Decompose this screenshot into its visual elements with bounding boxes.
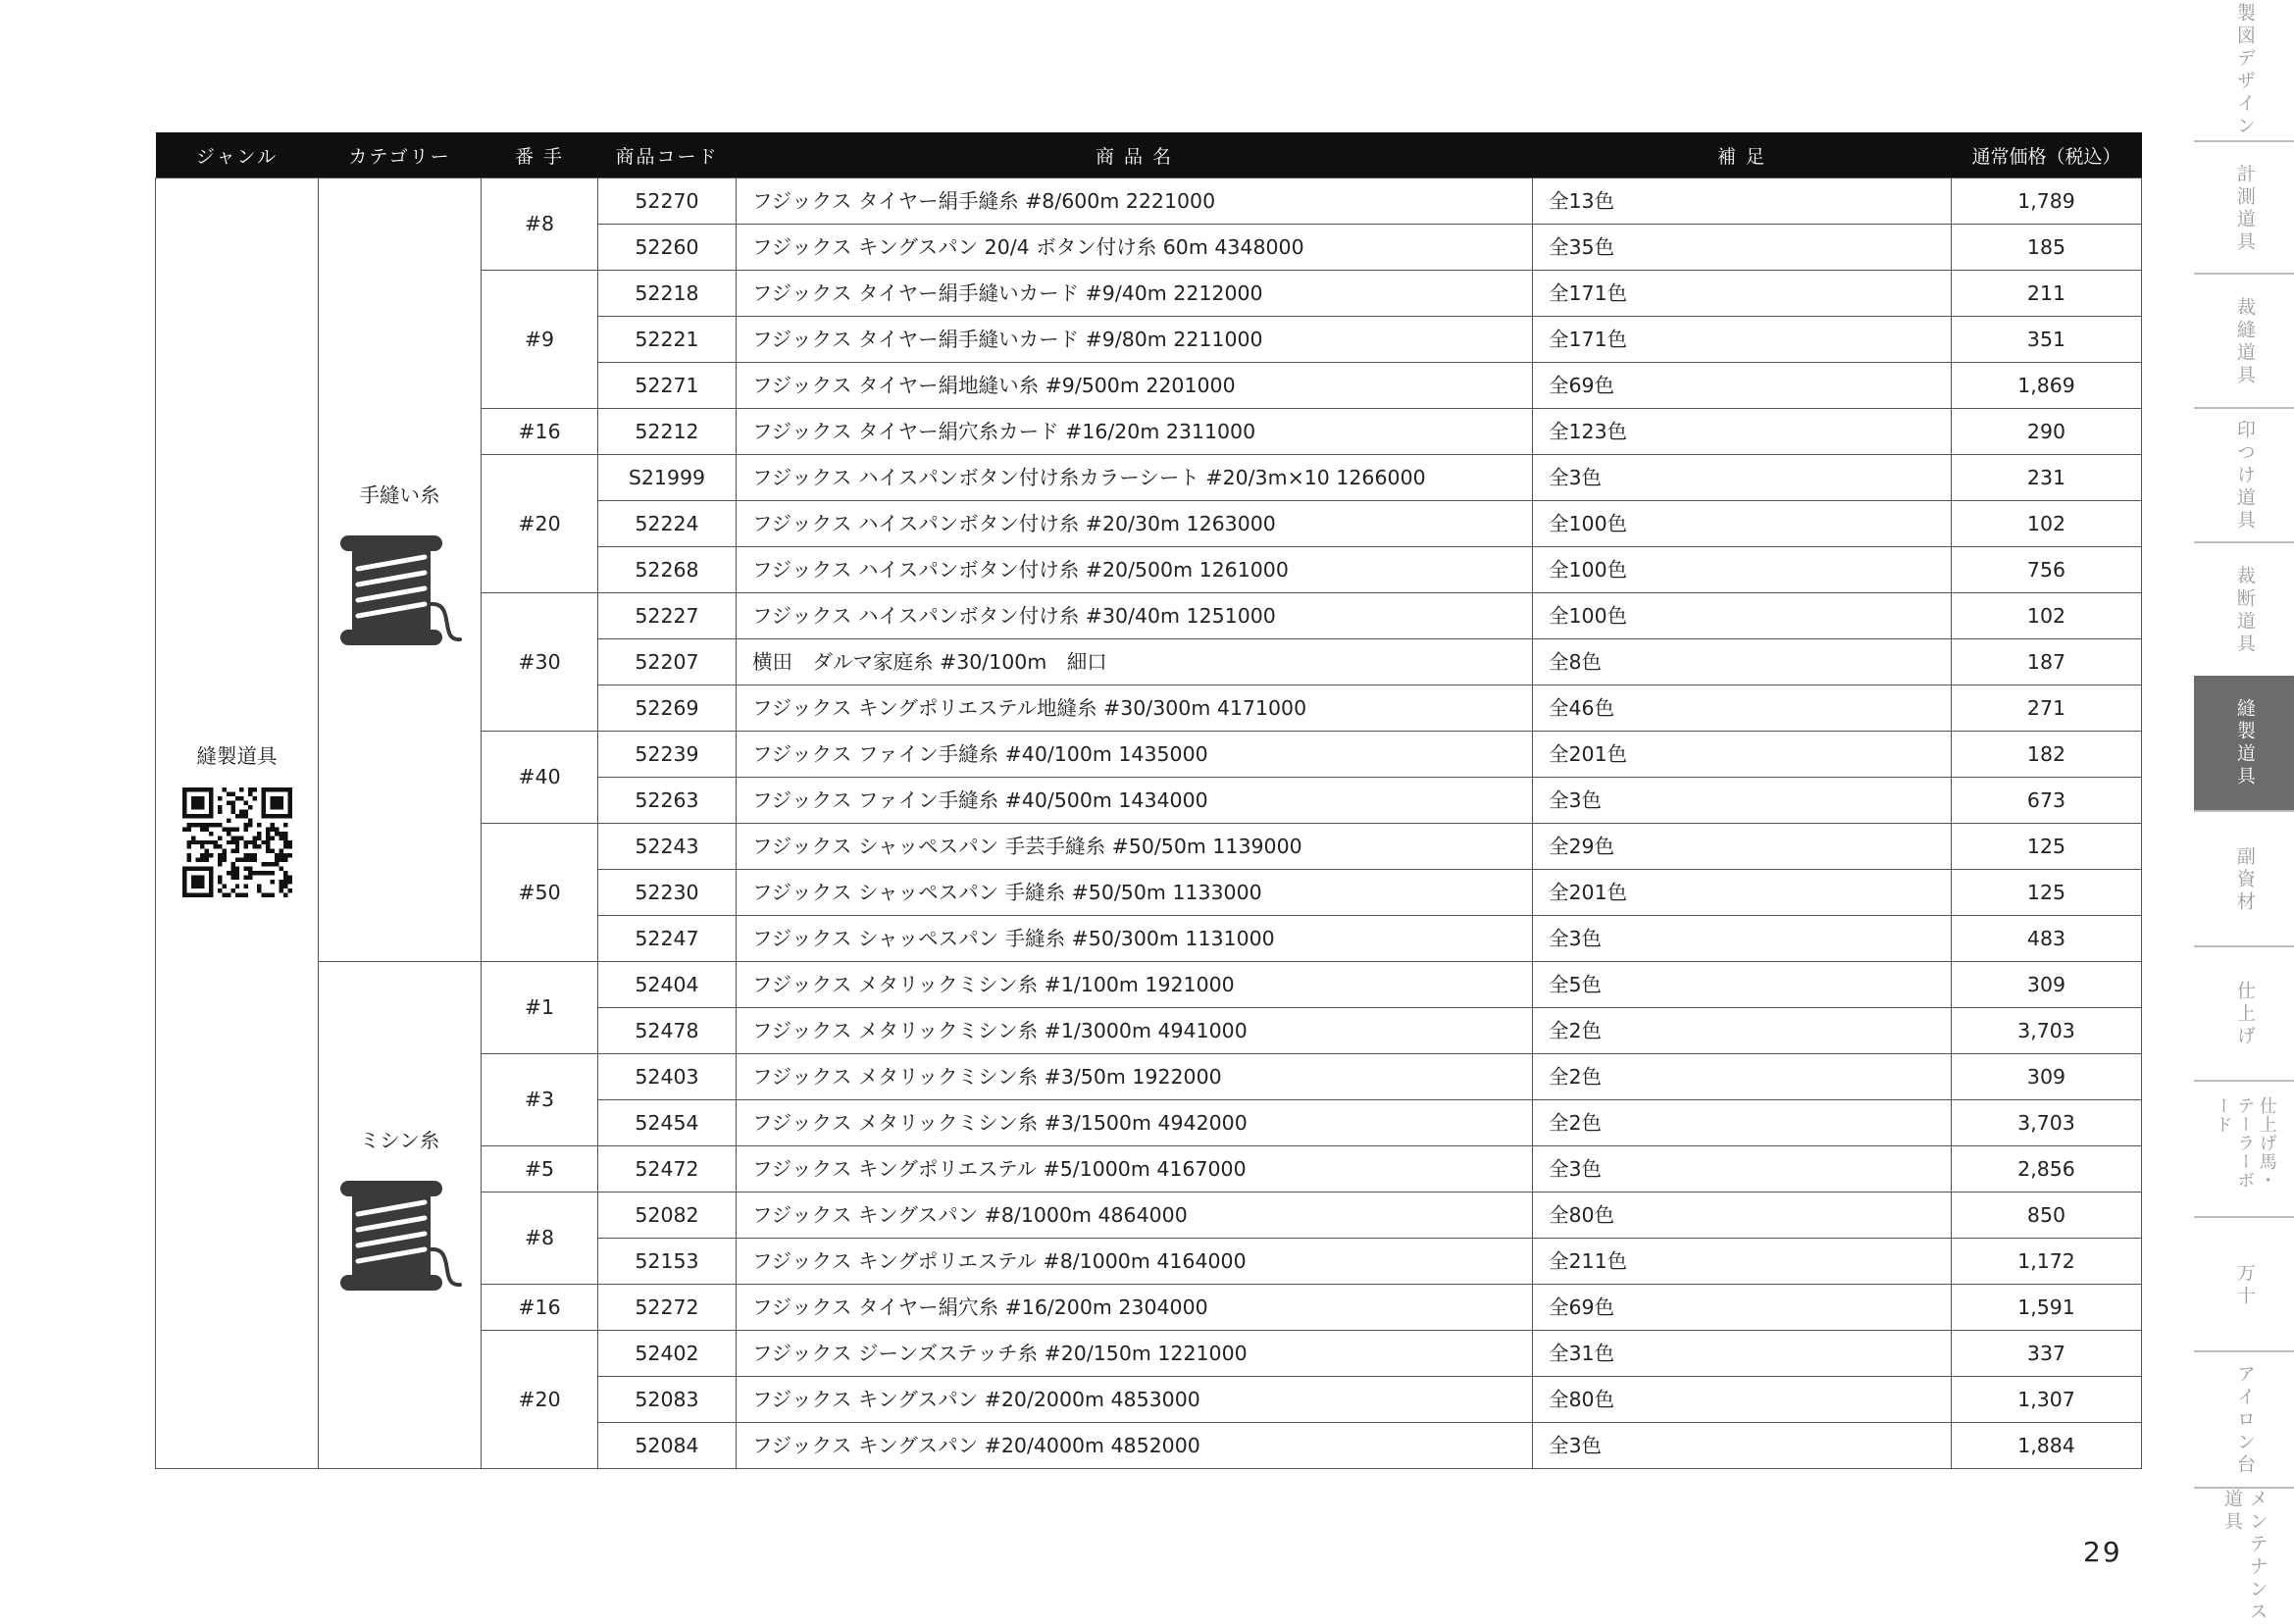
price-cell: 1,172 xyxy=(1952,1239,2142,1285)
thread-number-cell: #20 xyxy=(482,455,598,593)
product-code-cell: 52269 xyxy=(598,685,737,732)
price-cell: 1,869 xyxy=(1952,363,2142,409)
note-cell: 全3色 xyxy=(1533,916,1952,962)
product-name-cell: フジックス ハイスパンボタン付け糸 #30/40m 1251000 xyxy=(737,593,1533,639)
note-cell: 全3色 xyxy=(1533,455,1952,501)
table-row xyxy=(156,178,2142,225)
side-nav-label: アイロン台 xyxy=(2233,1364,2256,1477)
note-cell: 全100色 xyxy=(1533,593,1952,639)
table-header-row xyxy=(156,132,2142,178)
side-nav-label: 製図デザイン xyxy=(2233,2,2256,138)
price-cell: 182 xyxy=(1952,732,2142,778)
product-name-cell: フジックス キングスパン #20/2000m 4853000 xyxy=(737,1377,1533,1423)
side-nav-label: メンテナンス道具 xyxy=(2221,1489,2269,1624)
side-nav-label: 裁断道具 xyxy=(2233,565,2256,656)
product-code-cell: 52224 xyxy=(598,501,737,547)
price-cell: 187 xyxy=(1952,639,2142,685)
side-nav-item[interactable] xyxy=(2194,541,2294,678)
note-cell: 全80色 xyxy=(1533,1193,1952,1239)
product-code-cell: 52218 xyxy=(598,271,737,317)
note-cell: 全80色 xyxy=(1533,1377,1952,1423)
category-cell xyxy=(319,178,482,962)
product-code-cell: 52207 xyxy=(598,639,737,685)
product-code-cell: 52268 xyxy=(598,547,737,593)
product-code-cell: 52221 xyxy=(598,317,737,363)
product-name-cell: フジックス キングポリエステル #5/1000m 4167000 xyxy=(737,1146,1533,1193)
note-cell: 全31色 xyxy=(1533,1331,1952,1377)
side-nav-label: 縫製道具 xyxy=(2233,697,2256,788)
side-nav-item[interactable] xyxy=(2194,0,2294,140)
product-code-cell: 52403 xyxy=(598,1054,737,1100)
thread-spool-icon xyxy=(336,528,464,655)
price-cell: 3,703 xyxy=(1952,1100,2142,1146)
table-row xyxy=(156,962,2142,1008)
product-code-cell: 52454 xyxy=(598,1100,737,1146)
header-number: 番 手 xyxy=(482,132,598,178)
thread-number-cell: #16 xyxy=(482,1285,598,1331)
product-name-cell: フジックス キングポリエステル地縫糸 #30/300m 4171000 xyxy=(737,685,1533,732)
category-label: ミシン糸 xyxy=(359,1129,440,1152)
price-cell: 102 xyxy=(1952,501,2142,547)
side-nav-item[interactable] xyxy=(2194,1350,2294,1489)
price-cell: 2,856 xyxy=(1952,1146,2142,1193)
thread-number-cell: #20 xyxy=(482,1331,598,1469)
note-cell: 全201色 xyxy=(1533,732,1952,778)
note-cell: 全2色 xyxy=(1533,1100,1952,1146)
note-cell: 全13色 xyxy=(1533,178,1952,225)
header-price: 通常価格（税込） xyxy=(1952,132,2142,178)
price-cell: 1,789 xyxy=(1952,178,2142,225)
price-cell: 309 xyxy=(1952,1054,2142,1100)
product-code-cell: 52243 xyxy=(598,824,737,870)
thread-number-cell: #30 xyxy=(482,593,598,732)
price-cell: 1,591 xyxy=(1952,1285,2142,1331)
product-name-cell: フジックス タイヤー絹穴糸カード #16/20m 2311000 xyxy=(737,409,1533,455)
price-cell: 850 xyxy=(1952,1193,2142,1239)
product-name-cell: フジックス ハイスパンボタン付け糸 #20/500m 1261000 xyxy=(737,547,1533,593)
product-name-cell: 横田 ダルマ家庭糸 #30/100m 細口 xyxy=(737,639,1533,685)
product-name-cell: フジックス シャッペスパン 手縫糸 #50/50m 1133000 xyxy=(737,870,1533,916)
price-cell: 3,703 xyxy=(1952,1008,2142,1054)
page-number: 29 xyxy=(2083,1536,2122,1568)
side-nav-item[interactable] xyxy=(2194,1080,2294,1218)
thread-spool-icon xyxy=(336,1173,464,1300)
note-cell: 全123色 xyxy=(1533,409,1952,455)
side-nav-item[interactable] xyxy=(2194,273,2294,409)
price-cell: 125 xyxy=(1952,824,2142,870)
thread-number-cell: #8 xyxy=(482,178,598,271)
price-cell: 309 xyxy=(1952,962,2142,1008)
price-cell: 290 xyxy=(1952,409,2142,455)
note-cell: 全69色 xyxy=(1533,363,1952,409)
side-nav-item[interactable] xyxy=(2194,1487,2294,1624)
product-name-cell: フジックス メタリックミシン糸 #1/3000m 4941000 xyxy=(737,1008,1533,1054)
price-cell: 673 xyxy=(1952,778,2142,824)
product-name-cell: フジックス メタリックミシン糸 #3/50m 1922000 xyxy=(737,1054,1533,1100)
header-code: 商品コード xyxy=(598,132,737,178)
header-product-name: 商 品 名 xyxy=(737,132,1533,178)
product-name-cell: フジックス ハイスパンボタン付け糸カラーシート #20/3m×10 1266000 xyxy=(737,455,1533,501)
product-code-cell: 52239 xyxy=(598,732,737,778)
side-nav-item[interactable] xyxy=(2194,407,2294,543)
category-cell xyxy=(319,962,482,1469)
product-name-cell: フジックス メタリックミシン糸 #1/100m 1921000 xyxy=(737,962,1533,1008)
header-genre: ジャンル xyxy=(156,132,319,178)
price-cell: 351 xyxy=(1952,317,2142,363)
thread-number-cell: #1 xyxy=(482,962,598,1054)
price-cell: 211 xyxy=(1952,271,2142,317)
price-cell: 1,884 xyxy=(1952,1423,2142,1469)
thread-number-cell: #40 xyxy=(482,732,598,824)
product-code-cell: S21999 xyxy=(598,455,737,501)
price-cell: 102 xyxy=(1952,593,2142,639)
side-nav-label: 計測道具 xyxy=(2233,163,2256,254)
product-code-cell: 52272 xyxy=(598,1285,737,1331)
note-cell: 全2色 xyxy=(1533,1054,1952,1100)
note-cell: 全100色 xyxy=(1533,547,1952,593)
price-cell: 185 xyxy=(1952,225,2142,271)
product-code-cell: 52153 xyxy=(598,1239,737,1285)
note-cell: 全8色 xyxy=(1533,639,1952,685)
table-body xyxy=(156,178,2142,1469)
note-cell: 全3色 xyxy=(1533,1423,1952,1469)
side-nav-label: 仕上げ xyxy=(2233,981,2256,1048)
side-nav-item[interactable] xyxy=(2194,676,2294,810)
note-cell: 全5色 xyxy=(1533,962,1952,1008)
price-cell: 125 xyxy=(1952,870,2142,916)
thread-number-cell: #5 xyxy=(482,1146,598,1193)
price-cell: 231 xyxy=(1952,455,2142,501)
product-name-cell: フジックス メタリックミシン糸 #3/1500m 4942000 xyxy=(737,1100,1533,1146)
thread-number-cell: #16 xyxy=(482,409,598,455)
price-cell: 756 xyxy=(1952,547,2142,593)
side-nav-label: 副資材 xyxy=(2233,845,2256,914)
product-name-cell: フジックス ファイン手縫糸 #40/100m 1435000 xyxy=(737,732,1533,778)
side-nav-item[interactable] xyxy=(2194,810,2294,947)
header-note: 補 足 xyxy=(1533,132,1952,178)
product-code-cell: 52084 xyxy=(598,1423,737,1469)
product-name-cell: フジックス キングスパン #8/1000m 4864000 xyxy=(737,1193,1533,1239)
note-cell: 全69色 xyxy=(1533,1285,1952,1331)
product-name-cell: フジックス タイヤー絹手縫いカード #9/80m 2211000 xyxy=(737,317,1533,363)
product-name-cell: フジックス キングスパン 20/4 ボタン付け糸 60m 4348000 xyxy=(737,225,1533,271)
product-name-cell: フジックス ハイスパンボタン付け糸 #20/30m 1263000 xyxy=(737,501,1533,547)
genre-cell xyxy=(156,178,319,1469)
product-name-cell: フジックス ジーンズステッチ糸 #20/150m 1221000 xyxy=(737,1331,1533,1377)
product-code-cell: 52247 xyxy=(598,916,737,962)
price-cell: 483 xyxy=(1952,916,2142,962)
note-cell: 全3色 xyxy=(1533,1146,1952,1193)
price-cell: 1,307 xyxy=(1952,1377,2142,1423)
thread-number-cell: #8 xyxy=(482,1193,598,1285)
note-cell: 全3色 xyxy=(1533,778,1952,824)
qr-code-icon xyxy=(182,787,292,901)
note-cell: 全201色 xyxy=(1533,870,1952,916)
product-name-cell: フジックス タイヤー絹穴糸 #16/200m 2304000 xyxy=(737,1285,1533,1331)
note-cell: 全2色 xyxy=(1533,1008,1952,1054)
product-code-cell: 52212 xyxy=(598,409,737,455)
side-nav-label: 裁縫道具 xyxy=(2233,296,2256,387)
product-code-cell: 52478 xyxy=(598,1008,737,1054)
side-nav-item[interactable] xyxy=(2194,140,2294,275)
product-name-cell: フジックス タイヤー絹手縫いカード #9/40m 2212000 xyxy=(737,271,1533,317)
genre-label: 縫製道具 xyxy=(196,743,278,768)
product-name-cell: フジックス キングスパン #20/4000m 4852000 xyxy=(737,1423,1533,1469)
product-code-cell: 52472 xyxy=(598,1146,737,1193)
note-cell: 全211色 xyxy=(1533,1239,1952,1285)
thread-number-cell: #3 xyxy=(482,1054,598,1146)
side-nav-item[interactable] xyxy=(2194,1216,2294,1352)
note-cell: 全35色 xyxy=(1533,225,1952,271)
note-cell: 全171色 xyxy=(1533,317,1952,363)
product-name-cell: フジックス タイヤー絹手縫糸 #8/600m 2221000 xyxy=(737,178,1533,225)
product-code-cell: 52404 xyxy=(598,962,737,1008)
note-cell: 全29色 xyxy=(1533,824,1952,870)
product-code-cell: 52271 xyxy=(598,363,737,409)
product-name-cell: フジックス シャッペスパン 手芸手縫糸 #50/50m 1139000 xyxy=(737,824,1533,870)
side-nav-item[interactable] xyxy=(2194,945,2294,1082)
side-nav-label: 印つけ道具 xyxy=(2233,420,2256,533)
product-code-cell: 52082 xyxy=(598,1193,737,1239)
product-table xyxy=(155,132,2142,1469)
side-nav-label: 万十 xyxy=(2233,1262,2256,1308)
product-name-cell: フジックス ファイン手縫糸 #40/500m 1434000 xyxy=(737,778,1533,824)
product-code-cell: 52227 xyxy=(598,593,737,639)
product-name-cell: フジックス シャッペスパン 手縫糸 #50/300m 1131000 xyxy=(737,916,1533,962)
product-code-cell: 52270 xyxy=(598,178,737,225)
note-cell: 全46色 xyxy=(1533,685,1952,732)
note-cell: 全100色 xyxy=(1533,501,1952,547)
header-category: カテゴリー xyxy=(319,132,482,178)
product-code-cell: 52402 xyxy=(598,1331,737,1377)
thread-number-cell: #50 xyxy=(482,824,598,962)
category-label: 手縫い糸 xyxy=(359,483,440,507)
product-code-cell: 52263 xyxy=(598,778,737,824)
product-code-cell: 52230 xyxy=(598,870,737,916)
note-cell: 全171色 xyxy=(1533,271,1952,317)
product-name-cell: フジックス キングポリエステル #8/1000m 4164000 xyxy=(737,1239,1533,1285)
side-nav-label: 仕上げ馬・テーラーボード xyxy=(2212,1095,2277,1190)
product-code-cell: 52260 xyxy=(598,225,737,271)
product-name-cell: フジックス タイヤー絹地縫い糸 #9/500m 2201000 xyxy=(737,363,1533,409)
product-code-cell: 52083 xyxy=(598,1377,737,1423)
side-index-nav xyxy=(2194,0,2294,1622)
price-cell: 337 xyxy=(1952,1331,2142,1377)
price-cell: 271 xyxy=(1952,685,2142,732)
thread-number-cell: #9 xyxy=(482,271,598,409)
